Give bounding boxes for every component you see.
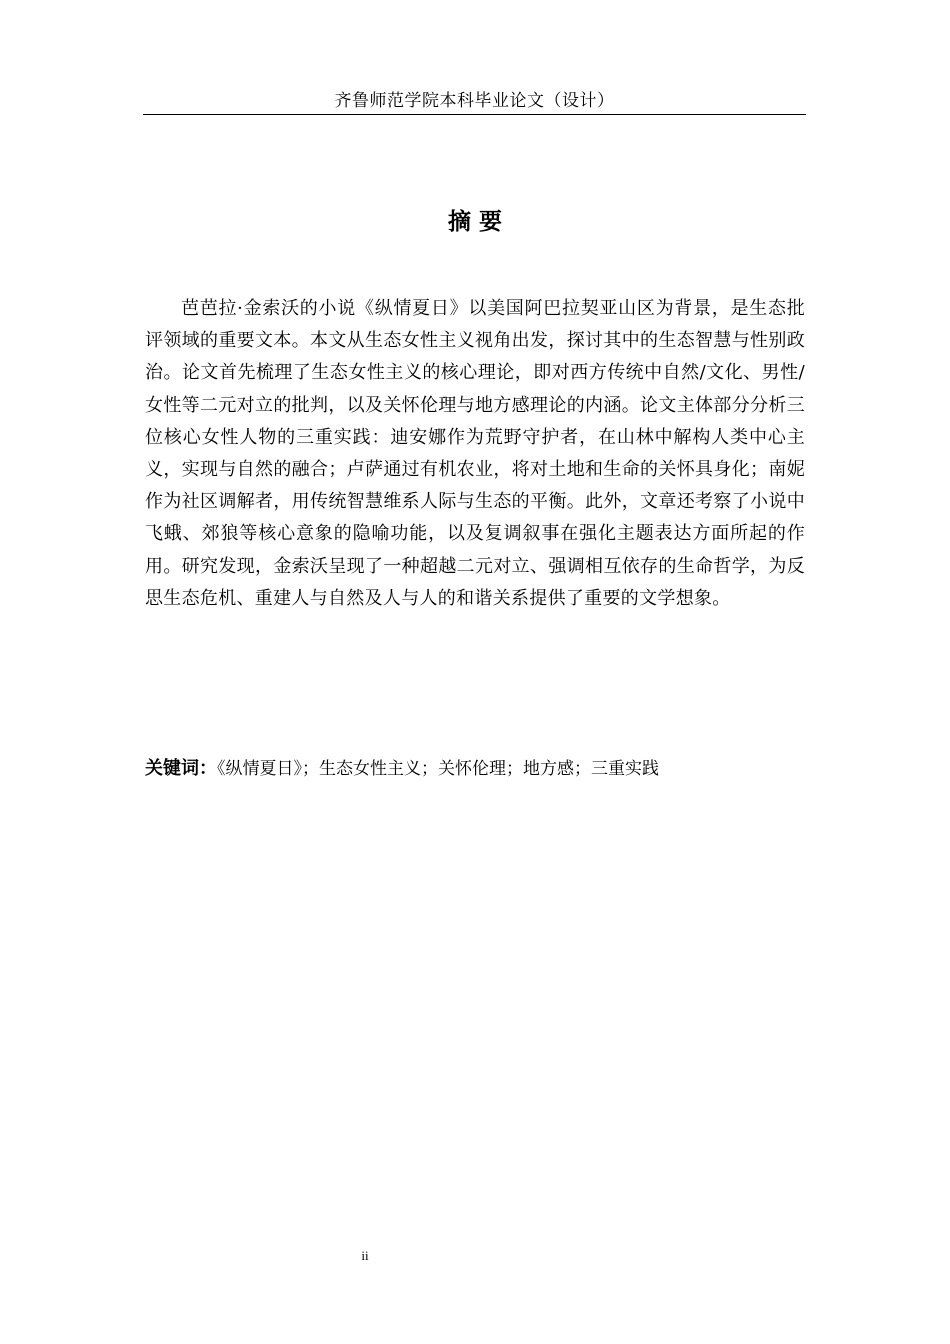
keywords-text: 《纵情夏日》；生态女性主义；关怀伦理；地方感；三重实践 [217, 759, 659, 779]
keywords-line [145, 755, 805, 783]
running-header: 齐鲁师范学院本科毕业论文（设计） [143, 88, 806, 115]
page-number: ii [361, 1248, 369, 1263]
abstract-body: 芭芭拉·金索沃的小说《纵情夏日》以美国阿巴拉契亚山区为背景，是生态批评领域的重要文本。本文从生态女性主义视角出发，探讨其中的生态智慧与性别政治。论文首先梳理了生态女性主义的核心理论，即对西方传统中自然/文化、男性/女性等二元对立的批判，以及关怀伦理与地方感理论的内涵。论文主体部分分析三位核心女性人物的三重实践：迪安娜作为荒野守护者，在山林中解构人类中心主义，实现与自然的融合；卢萨通过有机农业，将对土地和生命的关怀具身化；南妮作为社区调解者，用传统智慧维系人际与生态的平衡。此外，文章还考察了小说中飞蛾、郊狼等核心意象的隐喻功能，以及复调叙事在强化主题表达方面所起的作用。研究发现，金索沃呈现了一种超越二元对立、强调相互依存的生命哲学，为反思生态危机、重建人与自然及人与人的和谐关系提供了重要的文学想象。 [145, 298, 805, 609]
abstract-title: 摘 要 [447, 209, 502, 235]
keywords-label: 关键词： [145, 758, 217, 779]
